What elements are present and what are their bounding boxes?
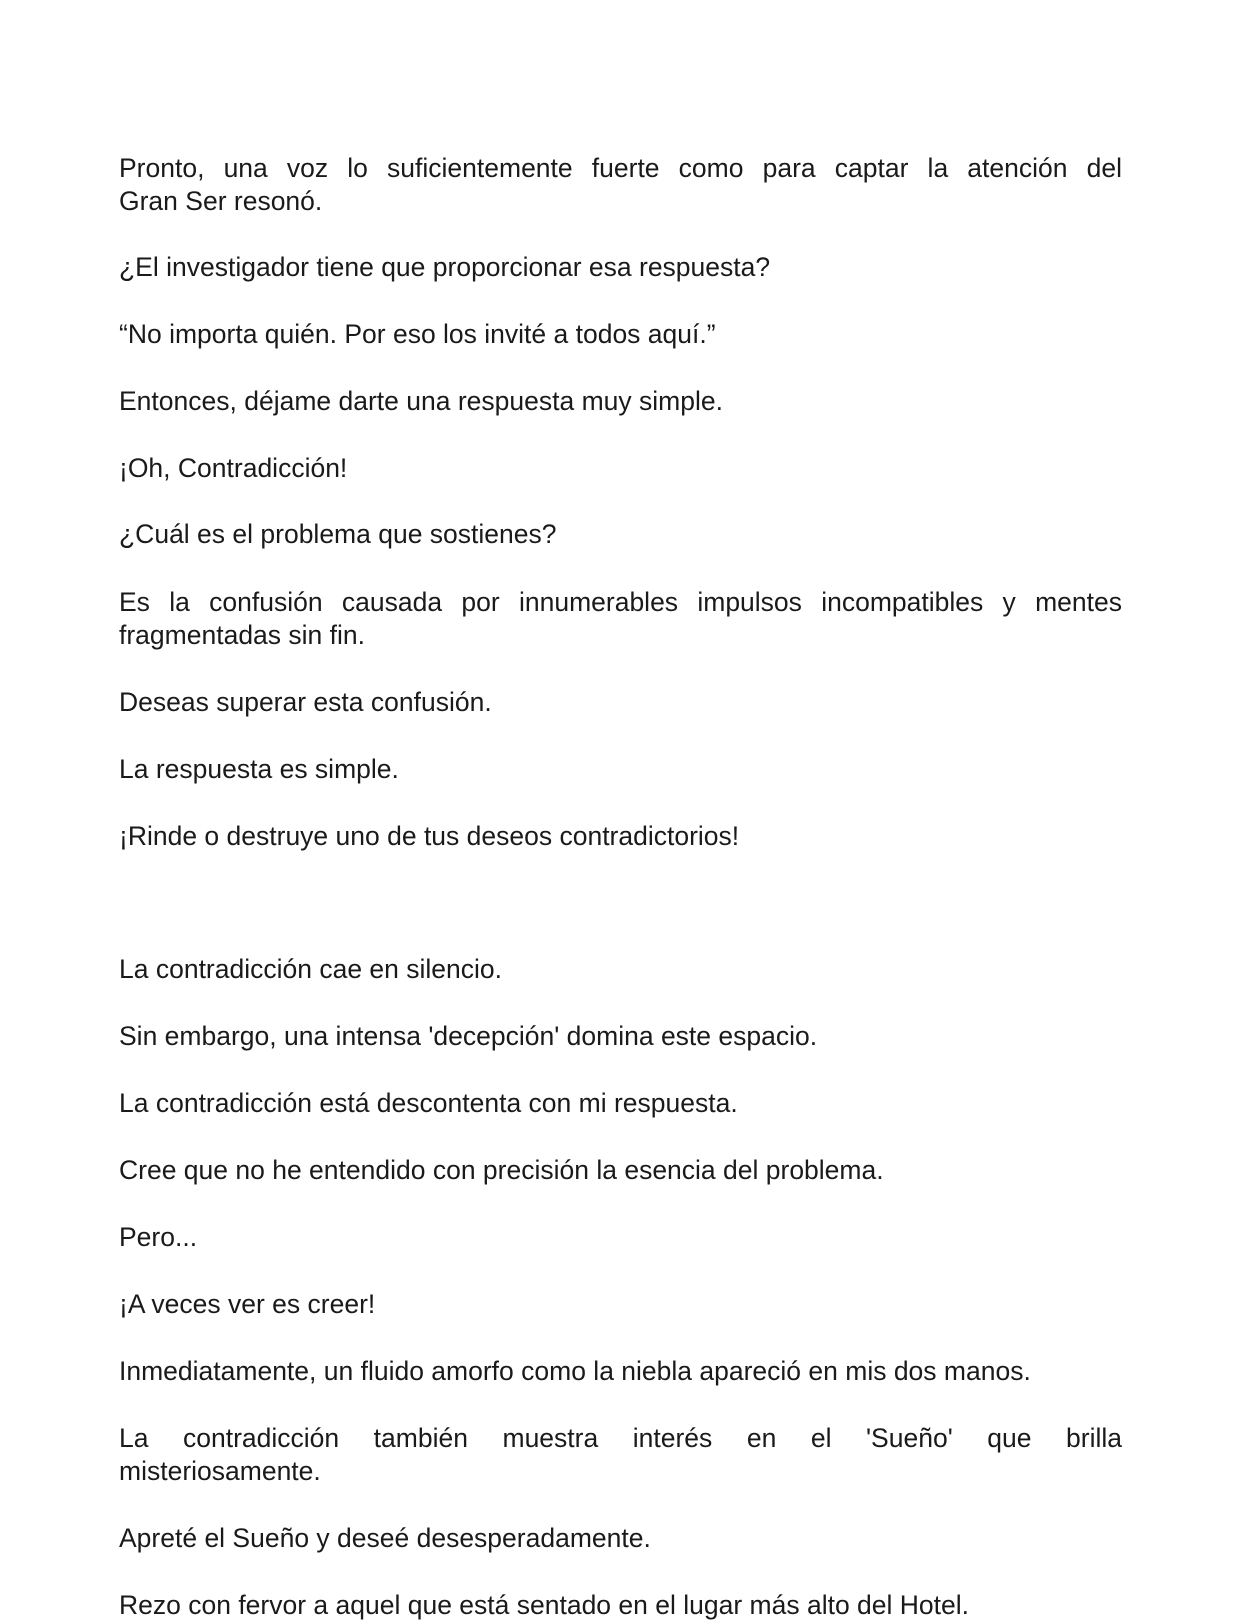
paragraph-13: La contradicción está descontenta con mi respuesta. (119, 1088, 738, 1118)
paragraph-12: Sin embargo, una intensa 'decepción' domina este espacio. (119, 1021, 818, 1051)
paragraph-1-line-1: Pronto, una voz lo suficientemente fuerte como para captar la atención del (119, 153, 1122, 183)
paragraph-11: La contradicción cae en silencio. (119, 954, 503, 984)
paragraph-15: Pero... (119, 1222, 198, 1252)
paragraph-14: Cree que no he entendido con precisión la esencia del problema. (119, 1155, 884, 1185)
paragraph-10: ¡Rinde o destruye uno de tus deseos contradictorios! (119, 821, 740, 851)
paragraph-18-line-1: La contradicción también muestra interés en el 'Sueño' que brilla (119, 1423, 1122, 1453)
paragraph-6: ¿Cuál es el problema que sostienes? (119, 519, 557, 549)
paragraph-5: ¡Oh, Contradicción! (119, 453, 348, 483)
paragraph-20: Rezo con fervor a aquel que está sentado en el lugar más alto del Hotel. (119, 1590, 969, 1620)
paragraph-17: Inmediatamente, un fluido amorfo como la niebla apareció en mis dos manos. (119, 1356, 1031, 1386)
paragraph-4: Entonces, déjame darte una respuesta muy simple. (119, 386, 723, 416)
paragraph-18-line-2: misteriosamente. (119, 1456, 321, 1486)
paragraph-8: Deseas superar esta confusión. (119, 687, 492, 717)
paragraph-7-line-2: fragmentadas sin fin. (119, 620, 365, 650)
paragraph-16: ¡A veces ver es creer! (119, 1289, 376, 1319)
paragraph-1-line-2: Gran Ser resonó. (119, 186, 323, 216)
paragraph-7-line-1: Es la confusión causada por innumerables impulsos incompatibles y mentes (119, 587, 1122, 617)
paragraph-3: “No importa quién. Por eso los invité a todos aquí.” (119, 319, 716, 349)
paragraph-2: ¿El investigador tiene que proporcionar esa respuesta? (119, 252, 771, 282)
paragraph-9: La respuesta es simple. (119, 754, 399, 784)
paragraph-19: Apreté el Sueño y deseé desesperadamente. (119, 1523, 651, 1553)
